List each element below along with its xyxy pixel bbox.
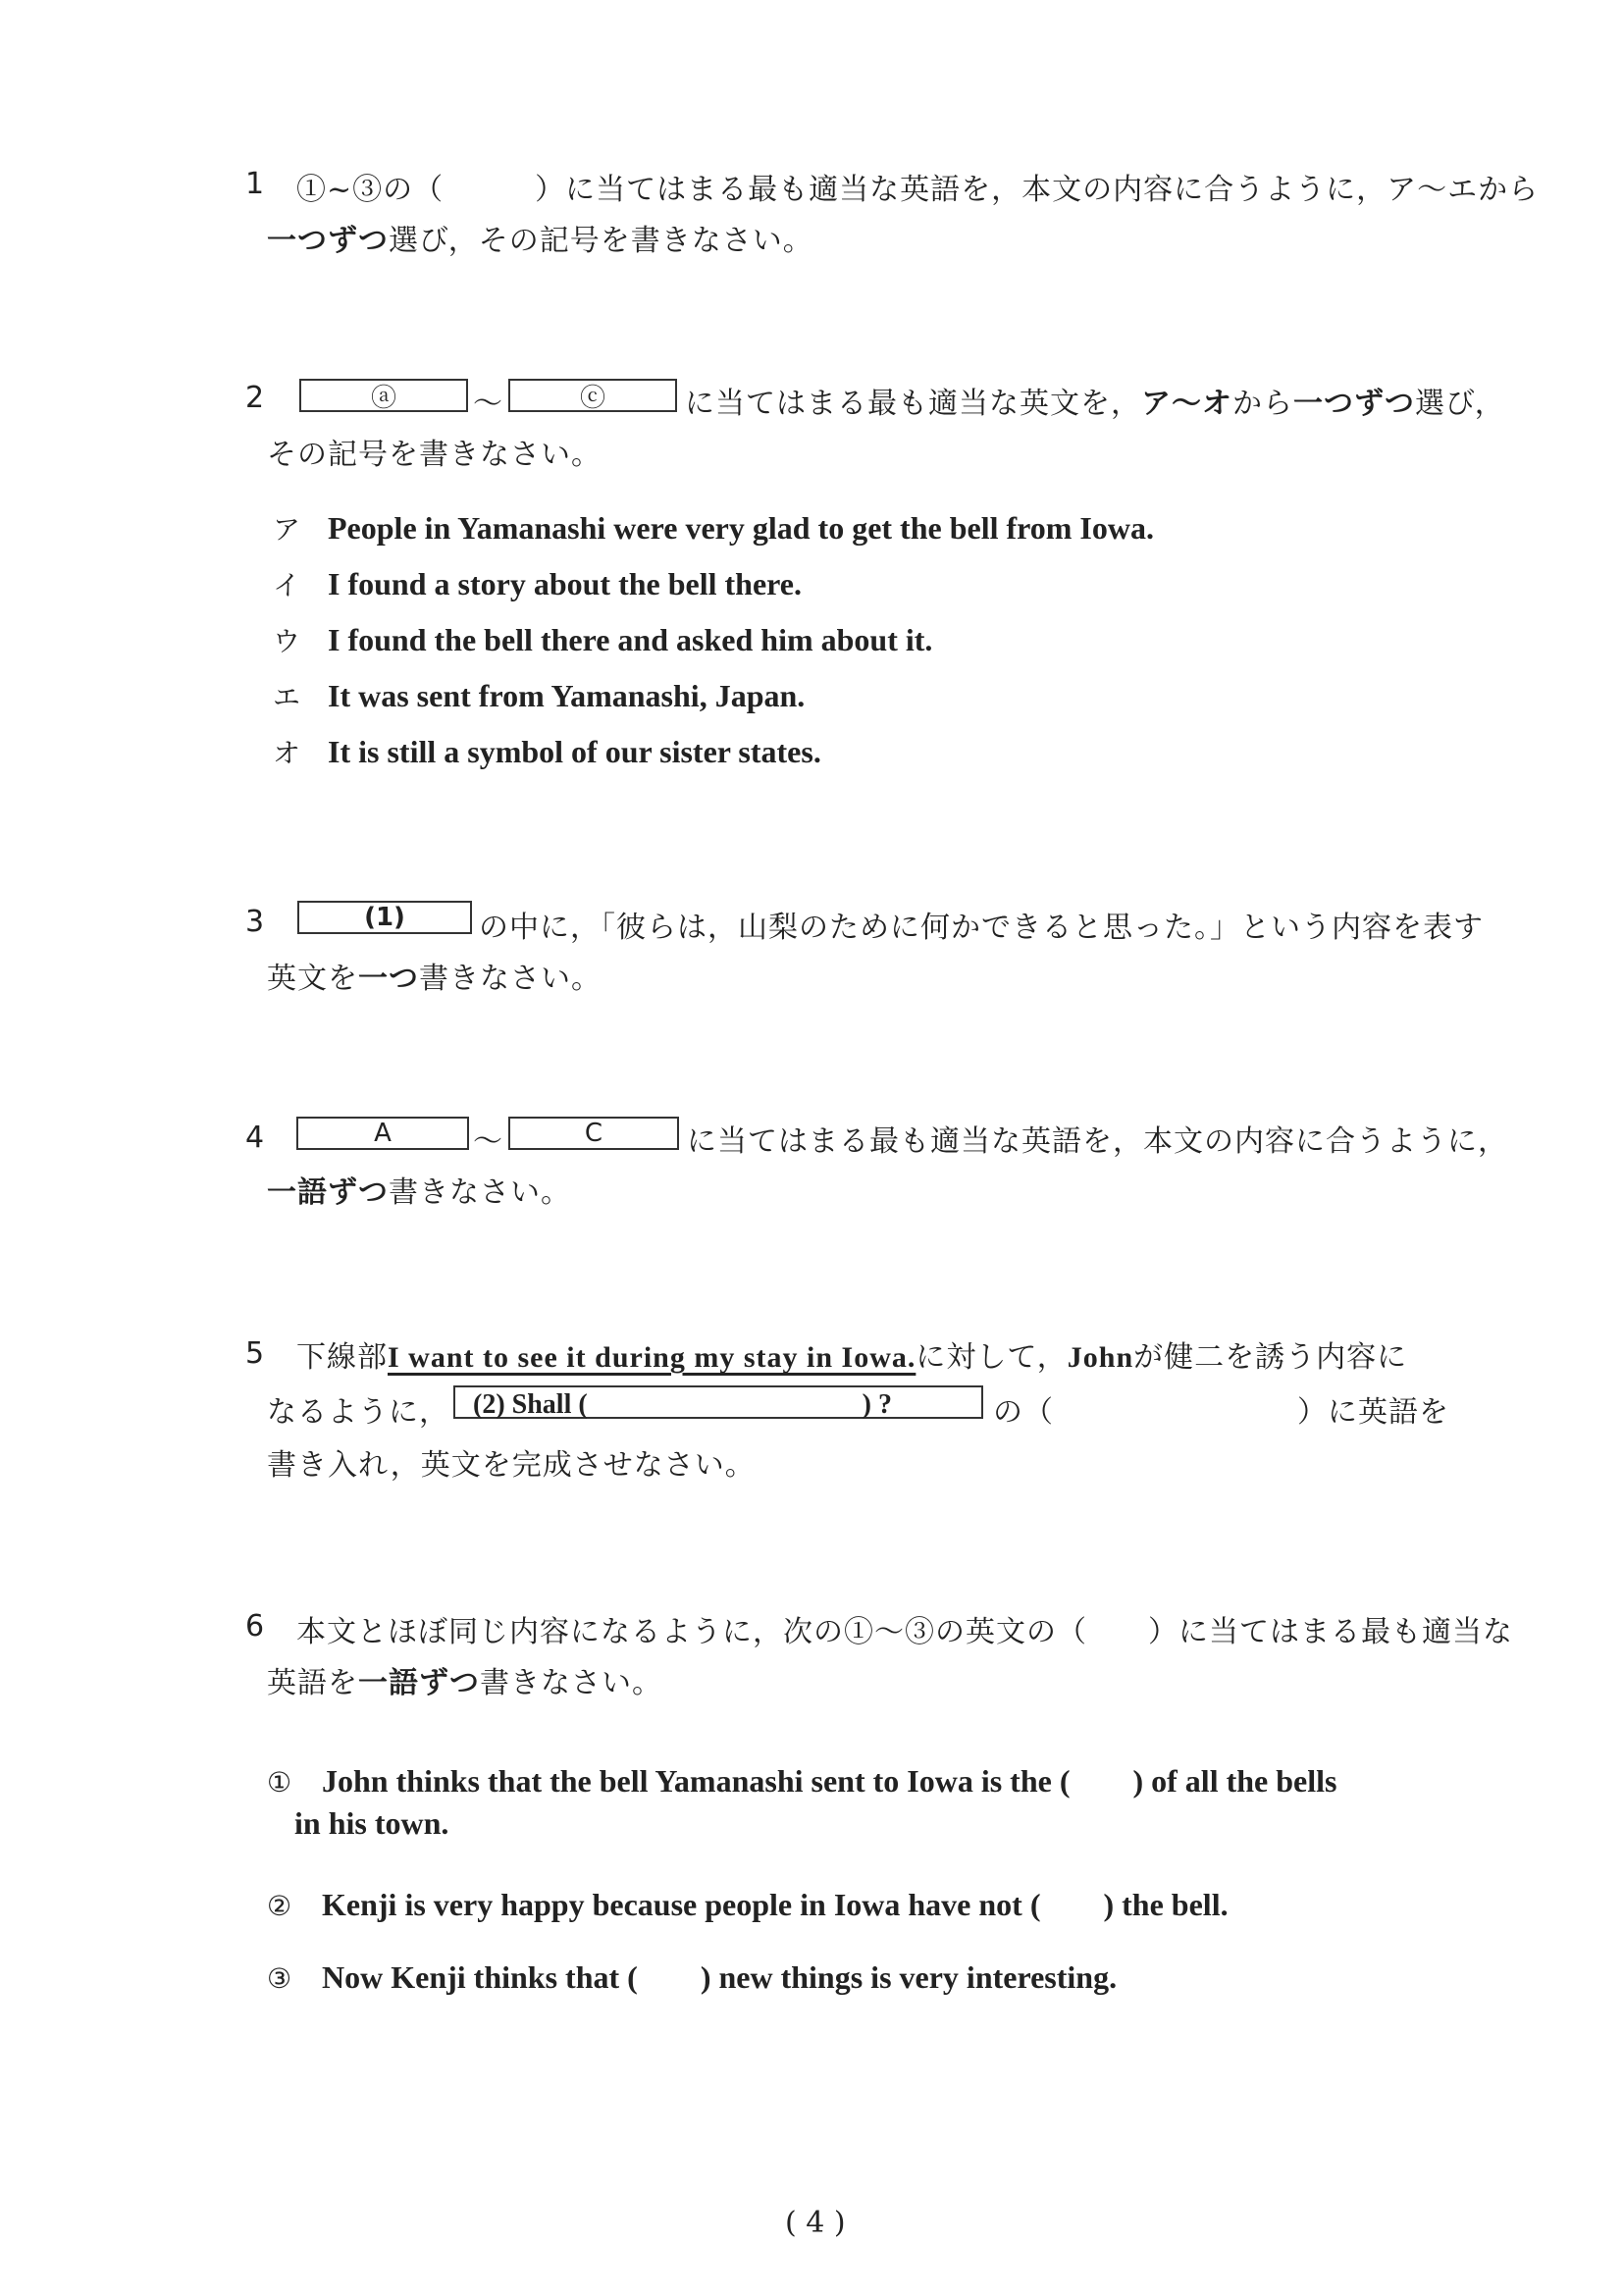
question-5-line-3: 書き入れ，英文を完成させなさい。: [267, 1448, 756, 1483]
tilde: ～: [473, 1124, 503, 1159]
question-3-line-2: [267, 954, 602, 997]
question-2-line-1: [685, 379, 1505, 422]
option-b: [273, 564, 802, 603]
question-6-line-1: 本文とほぼ同じ内容になるように，次の①～③の英文の（ ）に当てはまる最も適当な: [296, 1615, 1513, 1649]
option-d: [273, 676, 805, 715]
answer-box-1: (1): [297, 901, 472, 934]
instruction-text: 英文を: [267, 962, 358, 996]
option-text: It was sent from Yamanashi, Japan.: [328, 678, 806, 713]
emphasis-text: 一語ずつ: [267, 1175, 389, 1210]
item-text: Kenji is very happy because people in Iowa have not ( ) the bell.: [322, 1887, 1229, 1922]
question-2-number: 2: [245, 381, 265, 415]
question-3-line-1: の中に，「彼らは，山梨のために何かできると思った。」という内容を表す: [479, 911, 1484, 945]
instruction-text: 選び，: [1415, 387, 1505, 421]
item-label: ①: [267, 1766, 292, 1799]
item-2: [267, 1880, 1229, 1925]
option-label: ア: [273, 513, 301, 546]
question-2-line-2: その記号を書きなさい。: [267, 438, 602, 472]
option-e: [273, 732, 821, 771]
option-label: ウ: [273, 625, 301, 657]
question-1-line-2: [267, 216, 813, 259]
option-text: I found a story about the bell there.: [328, 566, 802, 601]
option-label: オ: [273, 737, 301, 769]
option-text: People in Yamanashi were very glad to get the bell from Iowa.: [328, 510, 1154, 546]
option-text: I found the bell there and asked him about it.: [328, 622, 933, 657]
answer-box-c: ⓒ: [508, 379, 677, 412]
emphasis-text: 一つずつ: [1293, 387, 1415, 421]
emphasis-text: 一つ: [358, 962, 419, 996]
option-text: It is still a symbol of our sister states.: [328, 734, 821, 769]
question-6-number: 6: [245, 1609, 265, 1644]
question-5-line-1: [296, 1332, 1407, 1376]
name-text: John: [1067, 1341, 1134, 1374]
answer-box-2: (2) Shall ( ) ?: [453, 1385, 983, 1419]
instruction-text: から: [1232, 387, 1293, 421]
item-text: John thinks that the bell Yamanashi sent to Iowa is the ( ) of all the bells: [322, 1763, 1337, 1799]
question-3-number: 3: [245, 905, 265, 939]
question-4-line-1: に当てはまる最も適当な英語を，本文の内容に合うように，: [687, 1124, 1508, 1159]
instruction-text: に対して，: [916, 1340, 1068, 1375]
underlined-sentence: I want to see it during my stay in Iowa.: [388, 1341, 916, 1374]
question-5-number: 5: [245, 1336, 265, 1371]
question-4-number: 4: [245, 1121, 265, 1155]
item-label: ②: [267, 1890, 292, 1922]
answer-box-C: C: [508, 1117, 679, 1150]
answer-box-A: A: [296, 1117, 469, 1150]
item-1: [267, 1756, 1336, 1801]
emphasis-text: ア～オ: [1141, 387, 1232, 421]
option-label: エ: [273, 681, 301, 713]
tilde: ～: [473, 387, 503, 421]
question-4-line-2: [267, 1168, 571, 1211]
instruction-text: が健二を誘う内容に: [1133, 1340, 1408, 1375]
emphasis-text: 一語ずつ: [358, 1666, 480, 1700]
instruction-text: 英語を: [267, 1666, 358, 1700]
option-c: [273, 620, 932, 659]
item-label: ③: [267, 1962, 292, 1995]
instruction-text: 書きなさい。: [389, 1175, 571, 1210]
instruction-text: 下線部: [296, 1340, 388, 1375]
answer-box-a: ⓐ: [299, 379, 468, 412]
instruction-text: 書きなさい。: [480, 1666, 662, 1700]
question-5-line-2b: の（ ）に英語を: [993, 1395, 1449, 1430]
question-1-line-1: ①~③の（ ）に当てはまる最も適当な英語を，本文の内容に合うように，ア～エから: [296, 173, 1540, 207]
instruction-text: 書きなさい。: [419, 962, 602, 996]
page-number: ( 4 ): [785, 2206, 846, 2240]
emphasis-text: 一つずつ: [267, 224, 389, 258]
question-6-line-2: [267, 1658, 662, 1701]
item-1-continuation: in his town.: [294, 1805, 449, 1841]
option-a: [273, 508, 1154, 548]
question-1-number: 1: [245, 167, 265, 201]
item-text: Now Kenji thinks that ( ) new things is very interesting.: [322, 1959, 1118, 1995]
question-5-line-2a: なるように，: [267, 1395, 449, 1430]
option-label: イ: [273, 569, 301, 601]
instruction-text: 選び，その記号を書きなさい。: [389, 224, 813, 258]
item-3: [267, 1953, 1117, 1998]
instruction-text: に当てはまる最も適当な英文を，: [685, 387, 1141, 421]
